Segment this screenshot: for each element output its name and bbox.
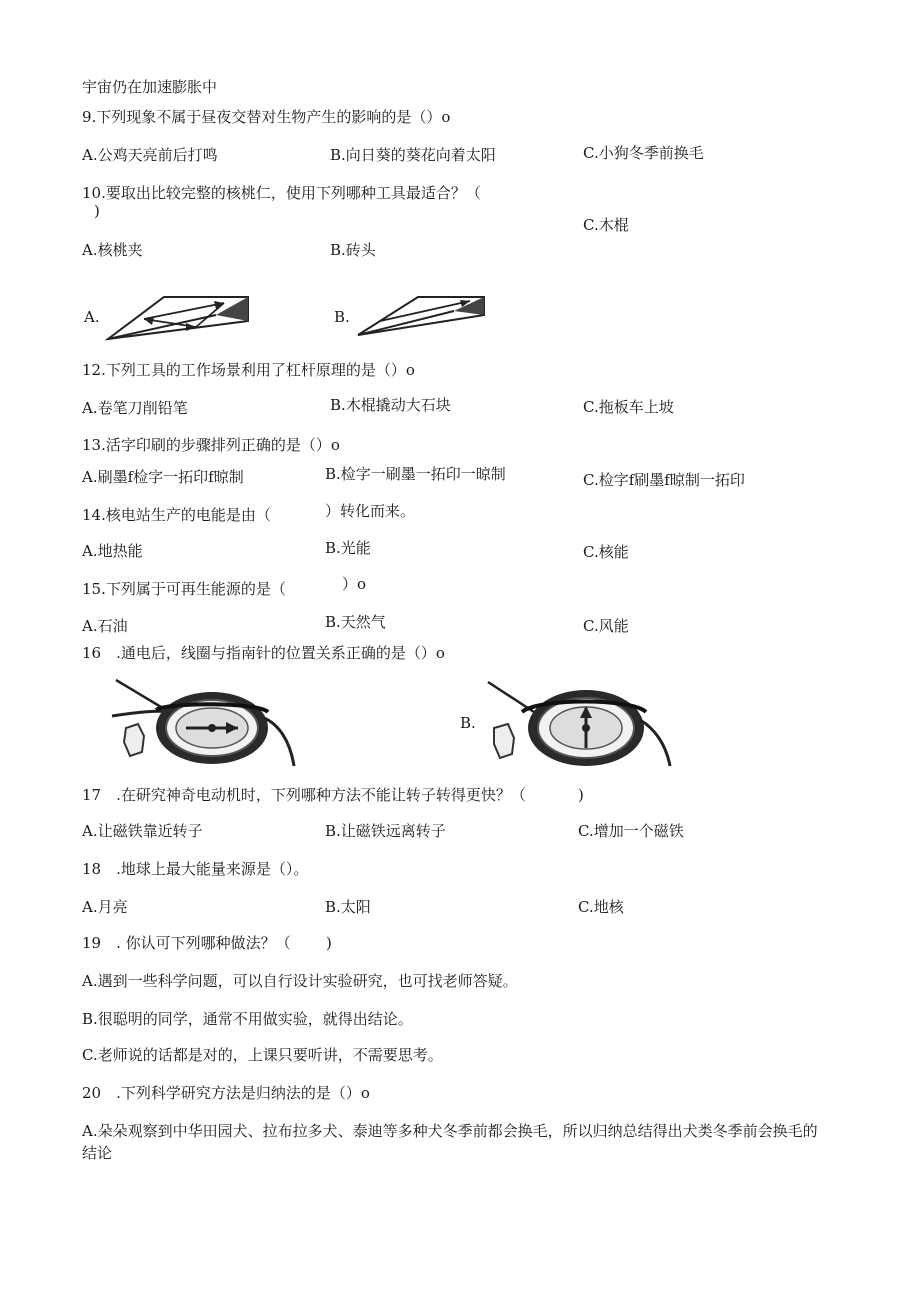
option-18c: C.地核	[578, 898, 624, 916]
option-14c: C.核能	[583, 543, 629, 561]
option-17c: C.增加一个磁铁	[578, 822, 684, 840]
option-14a: A.地热能	[82, 542, 143, 560]
option-14b: B.光能	[325, 539, 371, 557]
question-19-paren: )	[326, 934, 332, 952]
option-17a: A.让磁铁靠近转子	[82, 822, 203, 840]
option-17b: B.让磁铁远离转子	[325, 822, 446, 840]
inclined-plane-b-figure	[354, 291, 490, 339]
question-17: 17 .在研究神奇电动机时，下列哪种方法不能让转子转得更快？（	[82, 786, 526, 804]
option-11a-label: A.	[84, 308, 100, 326]
question-13: 13.活字印刷的步骤排列正确的是（）o	[82, 436, 340, 454]
question-15: 15.下列属于可再生能源的是（	[82, 580, 286, 598]
option-19c: C.老师说的话都是对的，上课只要听讲，不需要思考。	[82, 1046, 443, 1064]
question-10-paren: )	[94, 202, 100, 220]
question-15-tail: ）o	[342, 575, 367, 593]
option-10b: B.砖头	[330, 241, 376, 259]
option-12a: A.卷笔刀削铅笔	[82, 399, 188, 417]
question-19: 19 . 你认可下列哪种做法？（	[82, 934, 291, 952]
compass-coil-b-figure	[482, 672, 682, 772]
option-18a: A.月亮	[82, 898, 128, 916]
option-19a: A.遇到一些科学问题，可以自行设计实验研究，也可找老师答疑。	[82, 972, 518, 990]
question-12: 12.下列工具的工作场景利用了杠杆原理的是（）o	[82, 361, 415, 379]
question-10: 10.要取出比较完整的核桃仁，使用下列哪种工具最适合？（	[82, 184, 481, 202]
option-10a: A.核桃夹	[82, 241, 143, 259]
option-16b-label: B.	[460, 714, 476, 732]
option-12c: C.拖板车上坡	[583, 398, 674, 416]
option-12b: B.木棍撬动大石块	[330, 396, 451, 414]
option-9a: A.公鸡天亮前后打鸣	[82, 146, 218, 164]
option-13c: C.检字f刷墨f晾制一拓印	[583, 471, 745, 489]
question-20: 20 .下列科学研究方法是归纳法的是（）o	[82, 1084, 370, 1102]
question-9: 9.下列现象不属于昼夜交替对生物产生的影响的是（）o	[82, 108, 451, 126]
option-13b: B.检字一刷墨一拓印一晾制	[325, 465, 506, 483]
question-17-paren: )	[578, 786, 584, 804]
option-18b: B.太阳	[325, 898, 371, 916]
option-15c: C.风能	[583, 617, 629, 635]
option-11b-label: B.	[334, 308, 350, 326]
question-18: 18 .地球上最大能量来源是（）。	[82, 860, 309, 878]
question-14: 14.核电站生产的电能是由（	[82, 506, 271, 524]
option-15b: B.天然气	[325, 613, 386, 631]
option-9c: C.小狗冬季前换毛	[583, 144, 704, 162]
question-14-tail: ）转化而来。	[325, 502, 416, 520]
option-15a: A.石油	[82, 617, 128, 635]
option-9b: B.向日葵的葵花向着太阳	[330, 146, 496, 164]
option-10c: C.木棍	[583, 216, 629, 234]
option-13a: A.刷墨f检字一拓印f晾制	[82, 468, 244, 486]
inclined-plane-a-figure	[104, 291, 254, 343]
option-19b: B.很聪明的同学，通常不用做实验，就得出结论。	[82, 1010, 413, 1028]
option-20a-line2: 结论	[82, 1144, 113, 1162]
text-line: 宇宙仍在加速膨胀中	[82, 78, 218, 96]
option-20a-line1: A.朵朵观察到中华田园犬、拉布拉多犬、泰迪等多种犬冬季前都会换毛，所以归纳总结得出犬类冬季前会换毛的	[82, 1122, 818, 1140]
compass-coil-a-figure	[108, 672, 308, 772]
question-16: 16 .通电后，线圈与指南针的位置关系正确的是（）o	[82, 644, 445, 662]
